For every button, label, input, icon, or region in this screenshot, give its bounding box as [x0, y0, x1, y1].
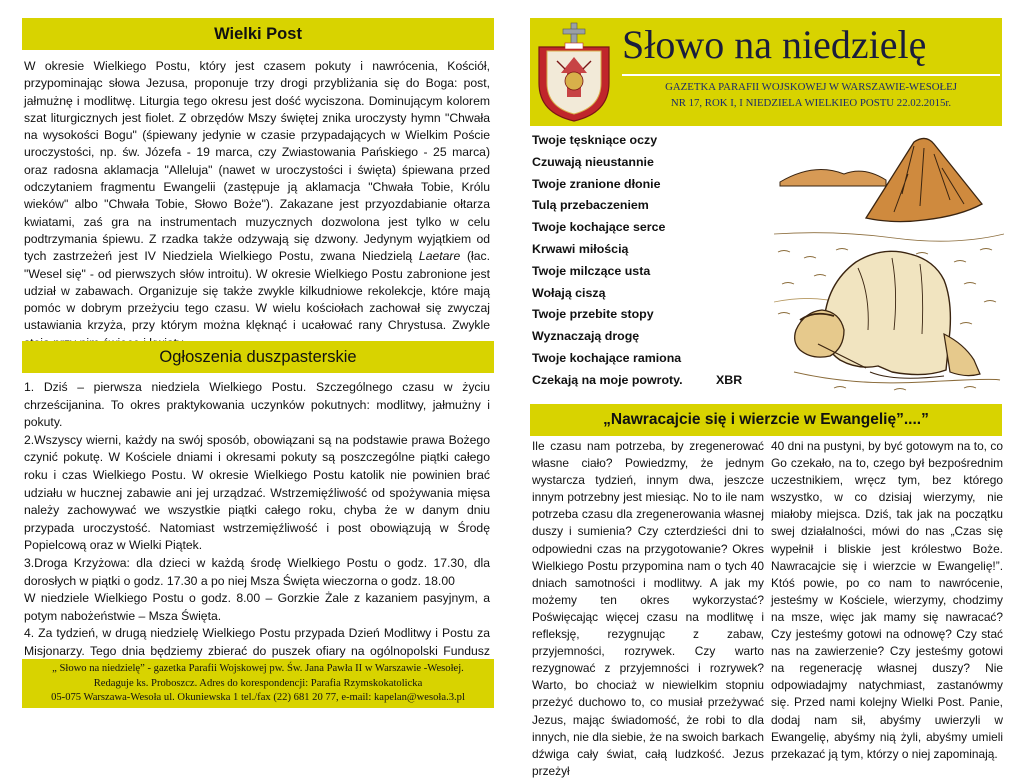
announcement-item: W niedziele Wielkiego Postu o godz. 8.00 – Gorzkie Żale z kazaniem pasyjnym, a potym nabożeństwie – Msza Święta. — [24, 591, 490, 623]
masthead-subtitle-1: GAZETKA PARAFII WOJSKOWEJ W WARSZAWIE-WESOŁEJ — [665, 81, 957, 93]
lent-article — [24, 58, 490, 352]
footer-line-3: 05-075 Warszawa-Wesoła ul. Okuniewska 1 tel./fax (22) 681 20 77, e-mail: kapelan@wesoła.3.pl — [51, 692, 465, 703]
article-title: „Nawracajcie się i wierzcie w Ewangelię”....” — [603, 411, 929, 428]
poem-line: Czuwają nieustannie — [532, 154, 654, 169]
laetare-word: Laetare — [418, 249, 461, 264]
poem-line: Twoje zranione dłonie — [532, 176, 661, 191]
announcement-item: 3.Droga Krzyżowa: dla dzieci w każdą środę Wielkiego Postu o godz. 17.30, dla dorosłych w piątki o godz. 17.30 a po niej Msza Święta wieczorna o godz. 18.00 — [24, 555, 490, 588]
poem-line: Twoje przebite stopy — [532, 307, 654, 322]
footer-band — [22, 659, 494, 708]
masthead-title: Słowo na niedzielę — [622, 22, 927, 67]
poem-line: Wołają ciszą — [532, 285, 606, 300]
masthead-rule — [622, 74, 1000, 76]
announcements-title: Ogłoszenia duszpasterskie — [159, 348, 357, 366]
announcements-list — [24, 379, 490, 678]
poem-line: Krwawi miłością — [532, 241, 629, 256]
poem-line: Twoje milczące usta — [532, 263, 651, 278]
poem-line: Twoje kochające serce — [532, 220, 666, 235]
article-column-2: 40 dni na pustyni, by być gotowym na to, co Go czekało, na to, czego był bezpośrednim uczestnikiem, wręcz tym, bez którego wszystko, w co dzisiaj wierzymy, nie miałoby miejsca. Dziś, tak jak na początku swej działalności, mówi do nas „Czas się wypełnił i bliskie jest królestwo Boże. Nawracajcie się i wierzcie w Ewangelię!”. Któś powie, po co nam to nawrócenie, jesteśmy w Kościele, wierzymy, chodzimy na msze, więc jak mamy się nawracać? Czy jesteśmy gotowi na odnowę? Czy stać nas na zawierzenie? Czy jesteśmy gotowi na regenerację własnej duszy? Nie odpowiadajmy natychmiast, zastanówmy się. Przed nami kolejny Wielki Post. Panie, dodaj nam sił, abyśmy uwierzyli w Ewangelię, abyśmy nią żyli, abyśmy umieli przekazać ją tym, którzy o niej zapominają. — [771, 439, 1003, 761]
lent-paragraph-end: (łac. "Wesel się" - od pierwszych słów introitu). W okresie Wielkiego Postu zabronione jest udział w zabawach. Organizuje się także zwykle kilkudniowe rekolekcje, które mają pomóc w dobrym przeżyciu tego czasu. W wielu kościołach zachował się zwyczaj ustawiania krzyża, przy którym można klęknąć i ucałować rany Chrystusa. Zwykle — [24, 249, 490, 333]
lent-title-band — [22, 18, 494, 50]
poem-last-line: Czekają na moje powroty. — [532, 372, 683, 387]
poem-signature: XBR — [716, 372, 743, 387]
parish-crest-logo — [535, 21, 613, 123]
poem-line: Twoje kochające ramiona — [532, 350, 682, 365]
footer-line-2: Redaguje ks. Proboszcz. Adres do korespondencji: Parafia Rzymskokatolicka — [93, 677, 423, 689]
lent-title: Wielki Post — [214, 25, 302, 43]
poem-line: Wyznaczają drogę — [532, 329, 640, 344]
announcements-title-band — [22, 341, 494, 373]
article-title-band — [530, 404, 1002, 436]
lent-paragraph: W okresie Wielkiego Postu, który jest czasem pokuty i nawrócenia, Kościół, przypominając słowa Jezusa, proponuje trzy drogi przybliżania się do Boga: post, jałmużnę i modlitwę. Liturgia tego okresu jest dość wyciszona. Dominującym kolorem szat liturgicznych jest fiolet. Z obrzędów Mszy świętej znika uroczysty hymn "Chwała na wysokości Bogu" (śpiewany jedynie w czasie przypadających w Wielkim Poście uroczystości, np. św. Józefa - 19 marca, czy Zwiastowania Pańskiego - 25 marca) oraz radosna aklamacja "Alleluja" (nawet w uroczystości i święta) śpiewana przed odczytaniem fragmentu Ewangelii (zastępuje ją aklamacja "Chwała Tobie, Królu wieków" albo "Chwała Tobie, Słowo Boże"). Zakazane jest przyozdabianie ołtarza kwiatami, zaś gra na instrumentach muzycznych dozwolona jest tylko w celu podtrzymania śpiewu. Z rzadka także odzywają się dzwony. Jedynym wyjątkiem od tych zastrzeżeń jest IV Niedziela Wielkiego Postu, zwana Niedzielą — [24, 59, 490, 264]
footer-line-1: „ Słowo na niedzielę” - gazetka Parafii Wojskowej pw. Św. Jana Pawła II w Warszawie -Wesołej. — [52, 663, 464, 674]
poem-line: Twoje tęskniące oczy — [532, 133, 658, 147]
poem-line: Tulą przebaczeniem — [532, 198, 649, 213]
announcement-item: 2.Wszyscy wierni, każdy na swój sposób, obowiązani są na podstawie prawa Bożego czynić pokutę. W Kościele dniami i okresami pokuty są poszczególne piątki całego roku i czas Wielkiego Postu. W okresie Wielkiego Postu katolik nie powinien brać udziału w hucznej zabawie ani jej urządzać. Wstrzemięźliwość od spożywania mięsa należy zachowywać we wszystkie piątki całego roku, chyba że w danym dniu przypada uroczystość. Natomiast wstrzemięźliwość i post obowiązują w Środę Popielcową oraz w Wielki Piątek. — [24, 432, 490, 553]
announcement-item: 4. Za tydzień, w drugą niedzielę Wielkiego Postu przypada Dzień Modlitwy i Postu za Misjonarzy. Tego dnia będziemy zbierać do puszek ofiary na ogólnopolski Fundusz — [24, 626, 490, 658]
article-column-1: Ile czasu nam potrzeba, by zregenerować własne ciało? Powiedzmy, że jednym wystarcza tydzień, innym dwa, jeszcze innym potrzebny jest miesiąc. No to ile nam potrzeba czasu dla zregenerowania własnej duszy i sumienia? Czy czterdzieści dni to odpowiedni czas na przygotowanie? Okres Wielkiego Postu przypomina nam o tych 40 dniach samotności i modlitwy. A jak my możemy ten okres wykorzystać? Poświęcając więcej czasu na modlitwę i refleksję, rezygnując z zabaw, przyjemności, rozrywek. Czy warto rezygnować z przyjemności i rozrywek? Warto, bo chociaż w niewielkim stopniu przeżyć duchowo to, co musiał przeżywać Jezus, mając świadomość, że robi to dla innych, nie dla siebie, że na swoich barkach dźwiga cały świat, całą ludzkość. Jezus przeżył — [532, 439, 764, 778]
poem — [532, 130, 772, 392]
masthead-subtitle-2: NR 17, ROK I, I NIEDZIELA WIELKIEO POSTU 22.02.2015r. — [670, 97, 952, 109]
poem-line — [532, 370, 772, 392]
announcement-item: 1. Dziś – pierwsza niedziela Wielkiego Postu. Szczególnego czasu w życiu chrześcijanina. To okres praktykowania uczynków pokutnych: modlitwy, jałmużny i pokuty. — [24, 380, 490, 430]
kneeling-penitent-illustration — [774, 134, 1004, 396]
